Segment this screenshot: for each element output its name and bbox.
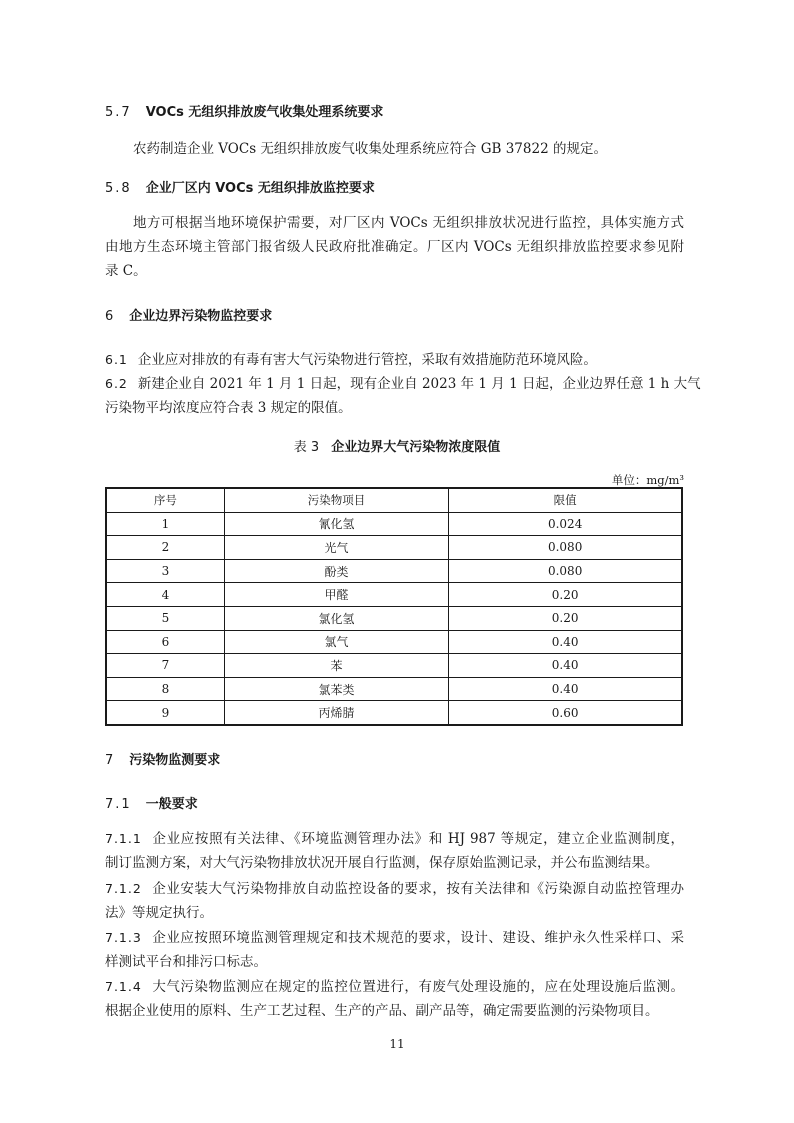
- cell-limit: 0.080: [449, 536, 682, 560]
- cell-serial: 4: [106, 583, 224, 607]
- cell-pollutant: 氰化氢: [224, 512, 449, 536]
- header-pollutant: 污染物项目: [224, 488, 449, 512]
- section-number: 6: [105, 309, 116, 324]
- cell-serial: 1: [106, 512, 224, 536]
- cell-limit: 0.40: [449, 654, 682, 678]
- section-heading-6: [105, 308, 272, 326]
- section-number: 5.7: [105, 105, 132, 120]
- clause-number: 6.2: [105, 376, 128, 391]
- cell-pollutant: 光气: [224, 536, 449, 560]
- cell-limit: 0.080: [449, 559, 682, 583]
- cell-pollutant: 氯气: [224, 630, 449, 654]
- paragraph-5-8-line-2: 由地方生态环境主管部门报省级人民政府批准确定。厂区内 VOCs 无组织排放监控要求参见附: [105, 239, 684, 255]
- table-row: [106, 606, 682, 630]
- clause-6-2-line-2: 污染物平均浓度应符合表 3 规定的限值。: [105, 400, 352, 416]
- cell-serial: 3: [106, 559, 224, 583]
- clause-7-1-3-line-1: [105, 929, 684, 947]
- section-title: 污染物监测要求: [129, 753, 221, 768]
- cell-serial: 8: [106, 677, 224, 701]
- cell-limit: 0.40: [449, 677, 682, 701]
- table-row: [106, 701, 682, 725]
- cell-pollutant: 苯: [224, 654, 449, 678]
- table-title: 企业边界大气污染物浓度限值: [331, 440, 501, 455]
- clause-text: 企业应对排放的有毒有害大气污染物进行管控，采取有效措施防范环境风险。: [137, 352, 597, 368]
- cell-serial: 9: [106, 701, 224, 725]
- table-row: [106, 630, 682, 654]
- section-title: VOCs 无组织排放废气收集处理系统要求: [145, 105, 384, 120]
- cell-limit: 0.20: [449, 606, 682, 630]
- cell-pollutant: 氯化氢: [224, 606, 449, 630]
- clause-number: 7.1.3: [105, 930, 142, 945]
- paragraph-5-7: 农药制造企业 VOCs 无组织排放废气收集处理系统应符合 GB 37822 的规定。: [133, 141, 607, 157]
- clause-7-1-3-line-2: 样测试平台和排污口标志。: [105, 954, 267, 970]
- section-heading-7-1: [105, 796, 198, 814]
- clause-6-2-line-1: [105, 375, 701, 393]
- clause-7-1-4-line-2: 根据企业使用的原料、生产工艺过程、生产的产品、副产品等，确定需要监测的污染物项目。: [105, 1003, 659, 1019]
- cell-serial: 7: [106, 654, 224, 678]
- clause-6-1: [105, 351, 597, 369]
- clause-number: 7.1.4: [105, 979, 142, 994]
- clause-number: 6.1: [105, 352, 128, 367]
- pollutant-limits-table: [105, 487, 683, 726]
- table-row: [106, 677, 682, 701]
- table-header-row: [106, 488, 682, 512]
- cell-pollutant: 丙烯腈: [224, 701, 449, 725]
- clause-number: 7.1.1: [105, 831, 142, 846]
- section-number: 7: [105, 753, 116, 768]
- header-serial: 序号: [106, 488, 224, 512]
- table-row: [106, 559, 682, 583]
- cell-pollutant: 氯苯类: [224, 677, 449, 701]
- table-caption: [0, 436, 794, 455]
- cell-serial: 5: [106, 606, 224, 630]
- section-title: 企业厂区内 VOCs 无组织排放监控要求: [145, 181, 375, 196]
- table-row: [106, 654, 682, 678]
- section-heading-5-7: [105, 104, 383, 122]
- table-row: [106, 536, 682, 560]
- cell-pollutant: 甲醛: [224, 583, 449, 607]
- cell-serial: 2: [106, 536, 224, 560]
- clause-text: 企业应按照环境监测管理规定和技术规范的要求，设计、建设、维护永久性采样口、采: [151, 930, 684, 946]
- paragraph-5-8-line-1: 地方可根据当地环境保护需要，对厂区内 VOCs 无组织排放状况进行监控，具体实施方式: [133, 215, 684, 231]
- clause-7-1-2-line-2: 法》等规定执行。: [105, 905, 213, 921]
- cell-limit: 0.024: [449, 512, 682, 536]
- clause-text: 大气污染物监测应在规定的监控位置进行，有废气处理设施的，应在处理设施后监测。: [151, 979, 684, 995]
- clause-7-1-4-line-1: [105, 978, 684, 996]
- cell-serial: 6: [106, 630, 224, 654]
- cell-limit: 0.60: [449, 701, 682, 725]
- clause-text: 企业应按照有关法律、《环境监测管理办法》和 HJ 987 等规定，建立企业监测制度，: [151, 831, 684, 847]
- section-number: 5.8: [105, 181, 132, 196]
- table-row: [106, 583, 682, 607]
- cell-limit: 0.40: [449, 630, 682, 654]
- cell-pollutant: 酚类: [224, 559, 449, 583]
- page-number: 11: [389, 1037, 405, 1051]
- section-title: 企业边界污染物监控要求: [129, 309, 273, 324]
- section-heading-7: [105, 752, 220, 770]
- clause-7-1-2-line-1: [105, 880, 684, 898]
- clause-text: 企业安装大气污染物排放自动监控设备的要求，按有关法律和《污染源自动监控管理办: [151, 881, 684, 897]
- clause-text: 新建企业自 2021 年 1 月 1 日起，现有企业自 2023 年 1 月 1 日起，企业边界任意 1 h 大气: [137, 376, 701, 392]
- header-limit: 限值: [449, 488, 682, 512]
- clause-number: 7.1.2: [105, 881, 142, 896]
- table-unit: 单位：mg/m³: [611, 473, 684, 487]
- section-title: 一般要求: [145, 797, 198, 812]
- section-heading-5-8: [105, 180, 375, 198]
- section-number: 7.1: [105, 797, 132, 812]
- clause-7-1-1-line-2: 制订监测方案，对大气污染物排放状况开展自行监测，保存原始监测记录，并公布监测结果。: [105, 855, 659, 871]
- cell-limit: 0.20: [449, 583, 682, 607]
- clause-7-1-1-line-1: [105, 830, 684, 848]
- paragraph-5-8-line-3: 录 C。: [105, 263, 147, 279]
- table-number: 表 3: [293, 440, 320, 455]
- table-row: [106, 512, 682, 536]
